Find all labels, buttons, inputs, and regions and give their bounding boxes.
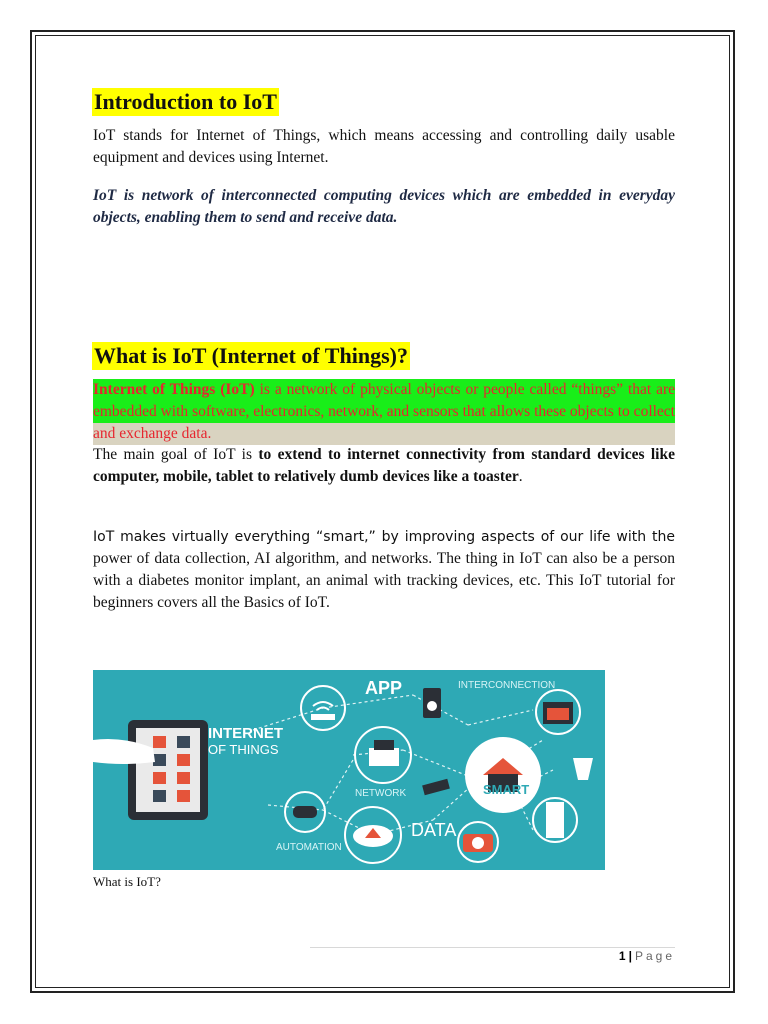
page-number: 1 bbox=[618, 949, 626, 963]
page-separator: | bbox=[628, 949, 632, 963]
label-interconnection: INTERCONNECTION bbox=[458, 680, 556, 691]
page-word: Page bbox=[634, 949, 675, 963]
main-goal-bold: to extend to internet connectivity from standard devices like computer, mobile, tablet to relatively dumb devices like a toaster bbox=[93, 446, 675, 485]
heading-what-is-iot: What is IoT (Internet of Things)? bbox=[94, 343, 408, 368]
label-internet: INTERNET bbox=[208, 725, 283, 742]
label-data: DATA bbox=[411, 820, 457, 840]
main-goal-lead: The main goal of IoT is bbox=[93, 446, 259, 463]
iot-illustration-svg bbox=[93, 670, 605, 870]
label-automation: AUTOMATION bbox=[276, 842, 342, 853]
image-caption: What is IoT? bbox=[93, 874, 161, 889]
paragraph-main-goal bbox=[93, 444, 675, 488]
label-network: NETWORK bbox=[355, 788, 407, 799]
highlight-bold-term: Internet of Things (IoT) bbox=[93, 381, 255, 398]
cctv-icon bbox=[422, 779, 450, 795]
heading-introduction: Introduction to IoT bbox=[94, 89, 277, 114]
paragraph-definition: IoT stands for Internet of Things, which means accessing and controlling daily usable equipment and devices using Internet. bbox=[93, 127, 675, 166]
main-goal-end: . bbox=[518, 468, 523, 485]
footer-divider bbox=[310, 947, 675, 948]
highlighted-definition bbox=[93, 379, 675, 445]
label-things: OF THINGS bbox=[208, 742, 279, 757]
page-footer bbox=[590, 949, 675, 963]
label-smart: SMART bbox=[483, 782, 530, 797]
highlighted-text bbox=[93, 379, 675, 445]
smart-sans-part: IoT makes virtually everything “smart,” by improving aspects of our life with the bbox=[93, 529, 675, 545]
smart-rest: power of data collection, AI algorithm, and networks. The thing in IoT can also be a person with a diabetes monitor implant, an animal with tracking devices, etc. This IoT tutorial for beginners covers all the Basics of IoT. bbox=[93, 550, 675, 611]
highlight-rest: is a network of physical objects or people called “things” that are embedded with software, electronics, network, and sensors that allows these objects to collect and exchange data. bbox=[93, 381, 676, 442]
paragraph-smart bbox=[93, 526, 675, 614]
paragraph-network-definition: IoT is network of interconnected computing devices which are embedded in everyday objects, enabling them to send and receive data. bbox=[93, 187, 675, 226]
label-app: APP bbox=[365, 678, 403, 698]
iot-illustration bbox=[93, 670, 605, 870]
bulb-icon bbox=[573, 758, 593, 780]
